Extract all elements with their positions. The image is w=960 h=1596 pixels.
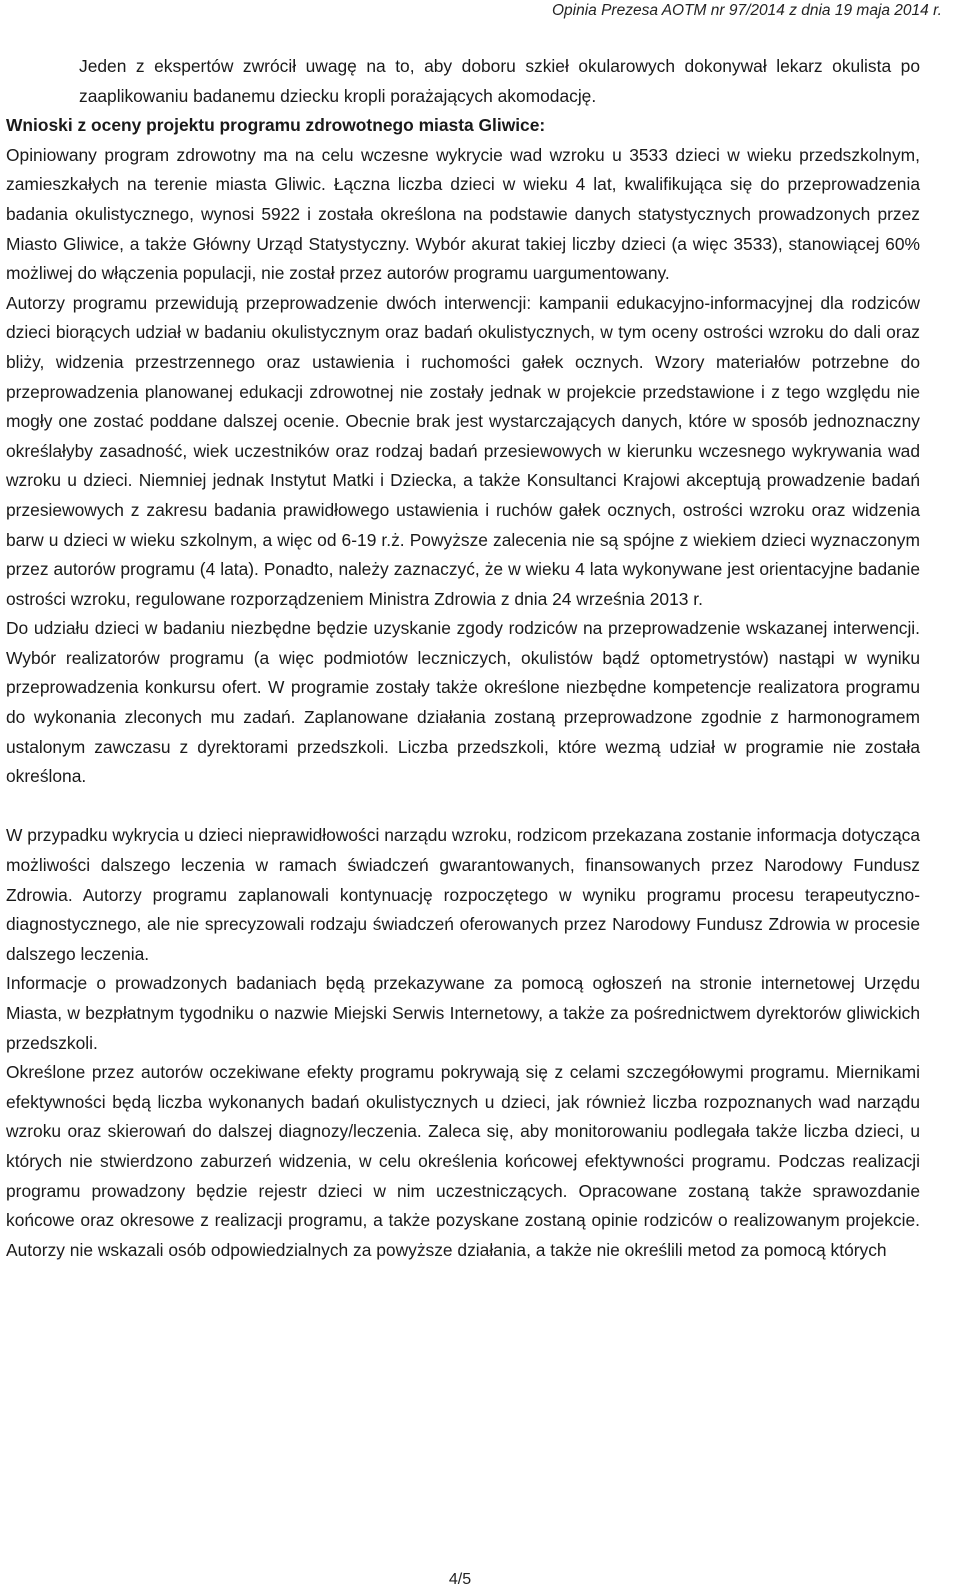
paragraph-follow-up: W przypadku wykrycia u dzieci nieprawidłowości narządu wzroku, rodzicom przekazana zostanie informacja dotycząca możliwości dalszego leczenia w ramach świadczeń gwarantowanych, finansowanych przez Narodowy Fundusz Zdrowia. Autorzy programu zaplanowali kontynuację rozpoczętego w wyniku programu procesu terapeutyczno-diagnostycznego, ale nie sprecyzowali rodzaju świadczeń oferowanych przez Narodowy Fundusz Zdrowia w procesie dalszego leczenia. [6,825,920,964]
section-heading-conclusions: Wnioski z oceny projektu programu zdrowotnego miasta Gliwice: [6,115,546,136]
page-number: 4/5 [448,1571,472,1588]
paragraph-participation: Do udziału dzieci w badaniu niezbędne będzie uzyskanie zgody rodziców na przeprowadzenie wskazanej interwencji. Wybór realizatorów programu (a więc podmiotów leczniczych, okulistów bądź optometrystów) nastąpi w wyniku przeprowadzenia konkursu ofert. W programie zostały także określone niezbędne kompetencje realizatora programu do wykonania zleconych mu zadań. Zaplanowane działania zostaną przeprowadzone zgodnie z harmonogramem ustalonym zawczasu z dyrektorami przedszkoli. Liczba przedszkoli, które wezmą udział w programie nie została określona. [6,618,920,787]
paragraph-program-scope: Opiniowany program zdrowotny ma na celu wczesne wykrycie wad wzroku u 3533 dzieci w wieku przedszkolnym, zamieszkałych na terenie miasta Gliwic. Łączna liczba dzieci w wieku 4 lat, kwalifikująca się do przeprowadzenia badania okulistycznego, wynosi 5922 i została określona na podstawie danych statystycznych prowadzonych przez Miasto Gliwice, a także Główny Urząd Statystyczny. Wybór akurat takiej liczby dzieci (a więc 3533), stanowiącej 60% możliwej do włączenia populacji, nie został przez autorów programu uargumentowany. [6,144,920,284]
document-header: Opinia Prezesa AOTM nr 97/2014 z dnia 19 maja 2014 r. [551,2,942,19]
document-body [6,52,920,1265]
paragraph-effects: Określone przez autorów oczekiwane efekty programu pokrywają się z celami szczegółowymi programu. Miernikami efektywności będą liczba wykonanych badań okulistycznych u dzieci, jak również liczba rozpoznanych wad narządu wzroku oraz skierowań do dalszej diagnozy/leczenia. Zaleca się, aby monitorowaniu podlegała także liczba dzieci, u których nie stwierdzono zaburzeń widzenia, w celu określenia końcowej efektywności programu. Podczas realizacji programu prowadzony będzie rejestr dzieci w nim uczestniczących. Opracowane zostaną także sprawozdanie końcowe oraz okresowe z realizacji programu, a także pozyskane zostaną opinie rodziców o realizowanym projekcie. Autorzy nie wskazali osób odpowiedzialnych za powyższe działania, a także nie określili metod za pomocą których [6,1062,920,1260]
paragraph-information: Informacje o prowadzonych badaniach będą przekazywane za pomocą ogłoszeń na stronie internetowej Urzędu Miasta, w bezpłatnym tygodniku o nazwie Miejski Serwis Internetowy, a także za pośrednictwem dyrektorów gliwickich przedszkoli. [6,973,920,1053]
paragraph-interventions: Autorzy programu przewidują przeprowadzenie dwóch interwencji: kampanii edukacyjno-informacyjnej dla rodziców dzieci biorących udział w badaniu okulistycznym oraz badań okulistycznych, w tym oceny ostrości wzroku do dali oraz bliży, widzenia przestrzennego oraz ustawienia i ruchomości gałek ocznych. Wzory materiałów potrzebne do przeprowadzenia planowanej edukacji zdrowotnej nie zostały jednak w projekcie przedstawione i z tego względu nie mogły one zostać poddane dalszej ocenie. Obecnie brak jest wystarczających danych, które w sposób jednoznaczny określałyby zasadność, wiek uczestników oraz rodzaj badań przesiewowych w kierunku wczesnego wykrywania wad wzroku u dzieci. Niemniej jednak Instytut Matki i Dziecka, a także Konsultanci Krajowi akceptują prowadzenie badań przesiewowych z zakresu badania prawidłowego ustawienia i ruchów gałek ocznych, ostrości wzroku oraz widzenia barw u dzieci w wieku szkolnym, a więc od 6-19 r.ż. Powyższe zalecenia nie są spójne z wiekiem dzieci wyznaczonym przez autorów programu (4 lata). Ponadto, należy zaznaczyć, że w wieku 4 lata wykonywane jest orientacyjne badanie ostrości wzroku, regulowane rozporządzeniem Ministra Zdrowia z dnia 24 września 2013 r. [6,292,920,609]
paragraph-gap [6,792,920,822]
paragraph-expert-note: Jeden z ekspertów zwrócił uwagę na to, aby doboru szkieł okularowych dokonywał lekarz okulista po zaaplikowaniu badanemu dziecku kropli porażających akomodację. [79,56,920,106]
